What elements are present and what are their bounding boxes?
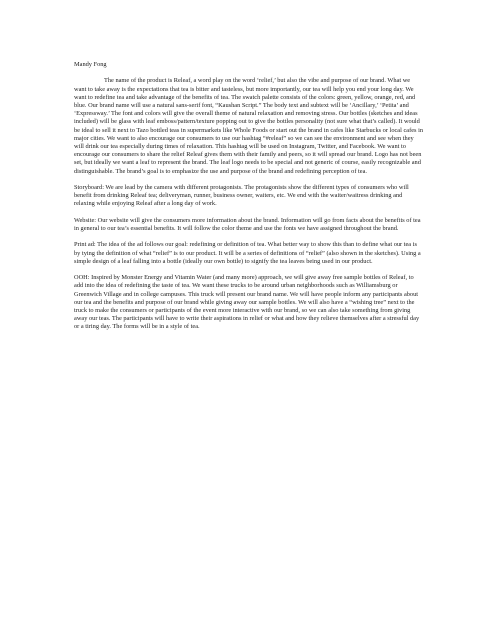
paragraph-print-ad: Print ad: The idea of the ad follows our goal: redefining or definition of tea. What better way to show this than to define what our tea is by tying the definition of what “relief” is to our product. It will be a series of definitions of “relief” (also shown in the sketches). Using a simple design of a leaf falling into a bottle (ideally our own bottle) to signify the tea leaves being used in our product. — [74, 241, 421, 265]
paragraph-product-overview: The name of the product is Releaf, a word play on the word ‘relief,’ but also the vibe and purpose of our brand. What we want to take away is the expectations that tea is bitter and tasteless, but more importantly, our tea will help you end your long day. We want to redefine tea and take advantage of the benefits of tea. The swatch palette consists of the colors: green, yellow, orange, red, and blue. Our brand name will use a natural sans-serif font, “Kaushan Script.” The body text and subtext will be ‘Ancillary,’ ‘Petita’ and ‘Expressway.’ The font and colors will give the overall theme of natural relaxation and removing stress. Our bottles (sketches and ideas included) will be glass with leaf emboss/pattern/texture popping out to give the bottles personality (not sure what that’s called). It would be ideal to sell it next to Tazo bottled teas in supermarkets like Whole Foods or start out the brand in cafes like Starbucks or local cafes in major cities. We want to also encourage our consumers to use our hashtag “#releaf” so we can see the environment and see when they will drink our tea especially during times of relaxation. This hashtag will be used on Instagram, Twitter, and Facebook. We want to encourage our consumers to share the relief Releaf gives them with their family and peers, so it will spread our brand. Logo has not been set, but ideally we want a leaf to represent the brand. The leaf logo needs to be special and not generic of course, easily recognizable and distinguishable. The brand’s goal is to emphasize the use and purpose of the brand and redefining perception of tea. — [74, 77, 424, 175]
paragraph-ooh: OOH: Inspired by Monster Energy and Vitamin Water (and many more) approach, we will give away free sample bottles of Releaf, to add into the idea of redefining the taste of tea. We want these trucks to be around urban neighborhoods such as Williamsburg or Greenwich Village and in college campuses. This truck will present our brand name. We will have people inform any participants about our tea and the benefits and purpose of our brand while giving away our sample bottles. We will also have a “wishing tree” next to the truck to make the consumers or participants of the event more interactive with our brand, so we can also take something from giving away our teas. The participants will have to write their aspirations in relief or what and how they relieve themselves after a stressful day or a tiring day. The forms will be in a style of tea. — [74, 274, 420, 331]
document-body — [74, 61, 424, 340]
author-name: Mandy Fong — [74, 61, 107, 68]
paragraph-storyboard: Storyboard: We are lead by the camera with different protagonists. The protagonists show the different types of consumers who will benefit from drinking Releaf tea; deliveryman, runner, business owner, waiters, etc. We end with the waiter/waitress drinking and relaxing while enjoying Releaf after a long day of work. — [74, 184, 409, 208]
paragraph-website: Website: Our website will give the consumers more information about the brand. Information will go from facts about the benefits of tea in general to our tea’s essential benefits. It will follow the color theme and use the fonts we have assigned throughout the brand. — [74, 216, 421, 233]
